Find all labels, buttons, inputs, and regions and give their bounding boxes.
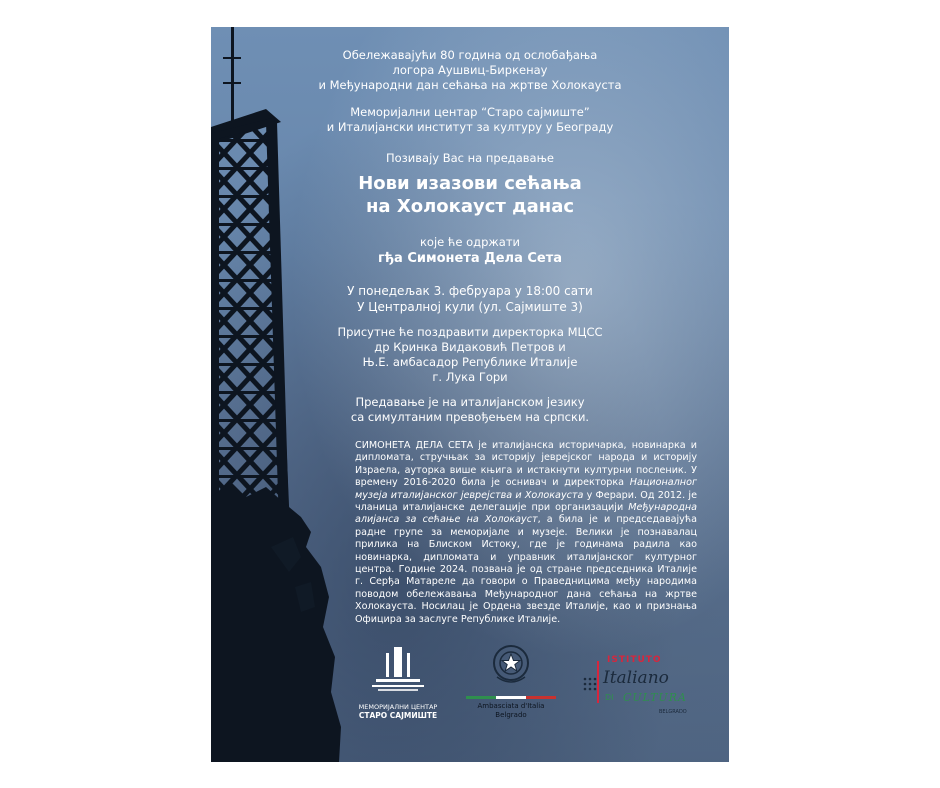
when-line-1: У понедељак 3. фебруара у 18:00 сати (347, 284, 593, 298)
staro-logo-line-1: МЕМОРИЈАЛНИ ЦЕНТАР (358, 703, 438, 711)
italian-flag-stripe (456, 696, 566, 699)
language-line-1: Предавање је на италијанском језику (355, 395, 585, 409)
institute-word-istituto: ISTITUTO (607, 655, 662, 665)
embassy-line-1: Ambasciata d'Italia (477, 702, 545, 710)
bio-part-1: СИМОНЕТА ДЕЛА СЕТА је италијанска историчарка, новинарка и дипломата, стручњак за историју јеврејског народа и историју Израела, ауторка више књига и истакнути културни послeник. У времену 2016-2020 била је оснивач и директорка (355, 440, 697, 489)
held-by-text: које ће одржати (419, 235, 520, 249)
organizers-line-1: Меморијални центар “Старо сајмиште” (350, 105, 590, 119)
bio-museum-name: Националног музеја италијанског јеврејства и Холокауста (355, 477, 697, 501)
institute-logo (583, 655, 713, 725)
institute-dots-icon (583, 677, 597, 691)
greetings-line-2: др Кринка Видаковић Петров и (374, 340, 566, 354)
institute-divider (597, 661, 599, 703)
speaker-name: гђа Симонета Дела Сета (377, 251, 563, 266)
staro-sajmiste-logo (343, 645, 453, 720)
intro-line-1: Обележавајући 80 година од ослобађања (342, 48, 598, 62)
invite-text: Позивају Вас на предавање (385, 151, 554, 165)
staro-logo-line-2: СТАРО САЈМИШТЕ (358, 711, 438, 720)
when-line-2: У Централној кули (ул. Сајмиште 3) (357, 300, 583, 314)
intro-line-3: и Међународни дан сећања на жртве Холокауста (318, 78, 622, 92)
institute-word-belgrado: BELGRADO (659, 709, 687, 715)
institute-word-italiano: Italiano (603, 668, 669, 688)
institute-word-di: DI (605, 693, 614, 702)
lecture-title-line-2: на Холокауст данас (365, 196, 575, 217)
greetings-line-3: Њ.Е. амбасадор Републике Италије (362, 355, 578, 369)
bio-alliance-name: Међународна алијанса за сећање на Холокауст (355, 502, 697, 526)
memorial-tower-icon (368, 645, 428, 697)
bio-part-2: у Ферари. Од 2012. је чланица италијанске делегације при организацији (355, 489, 698, 514)
italian-emblem-icon (491, 643, 531, 687)
greetings-line-4: г. Лука Гори (432, 370, 508, 384)
speaker-bio (355, 440, 697, 626)
bio-part-3: , а била је и председавајућа радне групе за меморијале и музеје. Велики је познавалац прилика на Блиском Истоку, где је годинама радила као новинарка, дипломата и управник италијанског културног центра. Године 2024. позвана је од стране председника Италије г. Серђа Матареле да говори о Праведницима међу народима поводом обележавања Међународног дана сећања на жртве Холокауста. Носилац је Ордена звезде Италије, као и признања Официра за заслуге Републике Италије. (355, 514, 697, 625)
greetings-line-1: Присутне ће поздравити директорка МЦСС (337, 325, 603, 339)
embassy-logo (456, 643, 566, 720)
organizers-line-2: и Италијански институт за културу у Београду (326, 120, 614, 134)
institute-word-cultura: CULTURA (623, 691, 687, 704)
embassy-line-2: Belgrado (495, 711, 527, 719)
poster (211, 27, 729, 762)
language-line-2: са симултаним превођењем на српски. (350, 410, 590, 424)
intro-line-2: логора Аушвиц-Биркенау (392, 63, 548, 77)
lecture-title-line-1: Нови изазови сећања (358, 173, 582, 194)
